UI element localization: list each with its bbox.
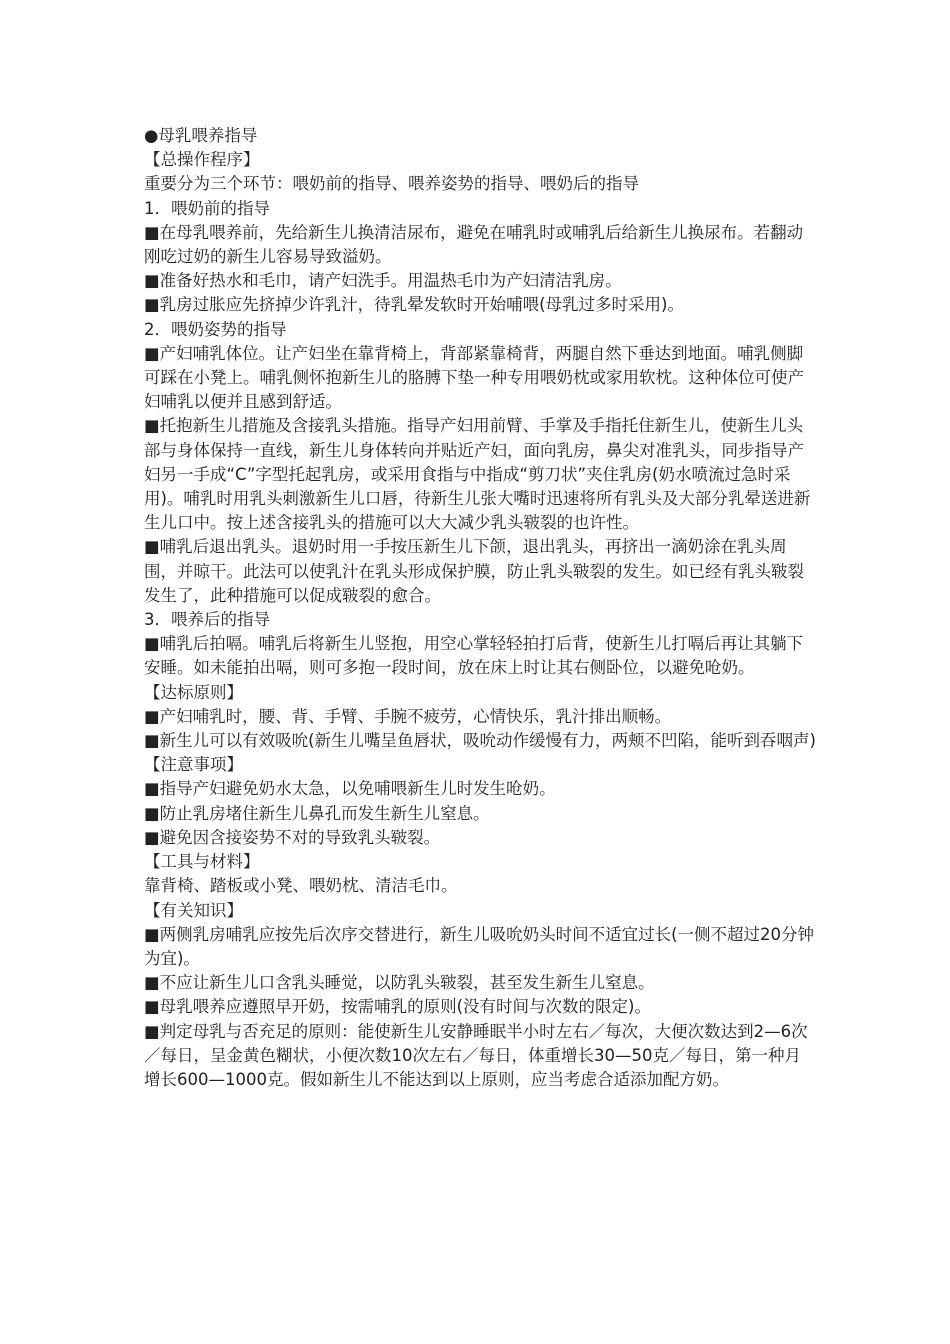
section-heading-knowledge: 【有关知识】 <box>144 900 243 920</box>
paragraph: 重要分为三个环节：喂奶前的指导、喂养姿势的指导、喂奶后的指导 <box>144 174 639 194</box>
bullet-paragraph: ■哺乳后拍嗝。哺乳后将新生儿竖抱，用空心掌轻轻拍打后背，使新生儿打嗝后再让其躺下安睡。如未能拍出嗝，则可多抱一段时间，放在床上时让其右侧卧位，以避免呛奶。 <box>144 634 804 678</box>
bullet-paragraph: ■防止乳房堵住新生儿鼻孔而发生新生儿窒息。 <box>144 803 490 823</box>
bullet-paragraph: ■新生儿可以有效吸吮(新生儿嘴呈鱼唇状，吸吮动作缓慢有力，两颊不凹陷，能听到吞咽声) <box>144 731 816 751</box>
paragraph: 靠背椅、踏板或小凳、喂奶枕、清洁毛巾。 <box>144 876 458 896</box>
section-heading-tools: 【工具与材料】 <box>144 852 260 872</box>
bullet-paragraph: ■哺乳后退出乳头。退奶时用一手按压新生儿下颌，退出乳头，再挤出一滴奶涂在乳头周围，并晾干。此法可以使乳汁在乳头形成保护膜，防止乳头皲裂的发生。如已经有乳头皲裂发生了，此种措施可以促成皲裂的愈合。 <box>144 537 804 605</box>
subheading-before-feeding: 1．喂奶前的指导 <box>144 198 270 218</box>
document-title: ●母乳喂养指导 <box>144 126 258 145</box>
section-heading-standards: 【达标原则】 <box>144 682 243 702</box>
bullet-paragraph: ■两侧乳房哺乳应按先后次序交替进行，新生儿吸吮奶头时间不适宜过长(一侧不超过20分钟为宜)。 <box>144 924 815 968</box>
bullet-paragraph: ■托抱新生儿措施及含接乳头措施。指导产妇用前臂、手掌及手指托住新生儿，使新生儿头部与身体保持一直线，新生儿身体转向并贴近产妇，面向乳房，鼻尖对准乳头，同步指导产妇另一手成“C”字型托起乳房，或采用食指与中指成“剪刀状”夹住乳房(奶水喷流过急时采用)。哺乳时用乳头刺激新生儿口唇，待新生儿张大嘴时迅速将所有乳头及大部分乳晕送进新生儿口中。按上述含接乳头的措施可以大大减少乳头皲裂的也许性。 <box>144 416 811 533</box>
subheading-feeding-posture: 2．喂奶姿势的指导 <box>144 319 287 339</box>
bullet-paragraph: ■产妇哺乳时，腰、背、手臂、手腕不疲劳，心情快乐，乳汁排出顺畅。 <box>144 706 672 726</box>
bullet-paragraph: ■母乳喂养应遵照早开奶，按需哺乳的原则(没有时间与次数的限定)。 <box>144 997 651 1017</box>
bullet-paragraph: ■不应让新生儿口含乳头睡觉，以防乳头皲裂，甚至发生新生儿窒息。 <box>144 973 655 993</box>
bullet-paragraph: ■产妇哺乳体位。让产妇坐在靠背椅上，背部紧靠椅背，两腿自然下垂达到地面。哺乳侧脚可踩在小凳上。哺乳侧怀抱新生儿的胳膊下垫一种专用喂奶枕或家用软枕。这种体位可使产妇哺乳以便并且感到舒适。 <box>144 343 804 412</box>
section-heading-notes: 【注意事项】 <box>144 755 243 775</box>
section-heading-procedure: 【总操作程序】 <box>144 150 260 170</box>
bullet-paragraph: ■避免因含接姿势不对的导致乳头皲裂。 <box>144 827 441 847</box>
bullet-paragraph: ■指导产妇避免奶水太急，以免哺喂新生儿时发生呛奶。 <box>144 779 556 799</box>
subheading-after-feeding: 3．喂养后的指导 <box>144 610 270 630</box>
bullet-paragraph: ■在母乳喂养前，先给新生儿换清洁尿布，避免在哺乳时或哺乳后给新生儿换尿布。若翻动刚吃过奶的新生儿容易导致溢奶。 <box>144 222 804 267</box>
bullet-paragraph: ■准备好热水和毛巾，请产妇洗手。用温热毛巾为产妇清洁乳房。 <box>144 271 622 291</box>
bullet-paragraph: ■乳房过胀应先挤掉少许乳汁，待乳晕发软时开始哺喂(母乳过多时采用)。 <box>144 295 684 315</box>
document-body <box>144 124 816 1092</box>
bullet-paragraph: ■判定母乳与否充足的原则：能使新生儿安静睡眠半小时左右／每次，大便次数达到2—6次／每日，呈金黄色糊状，小便次数10次左右／每日，体重增长30—50克／每日，第一种月增长600—1000克。假如新生儿不能达到以上原则，应当考虑合适添加配方奶。 <box>144 1021 808 1089</box>
